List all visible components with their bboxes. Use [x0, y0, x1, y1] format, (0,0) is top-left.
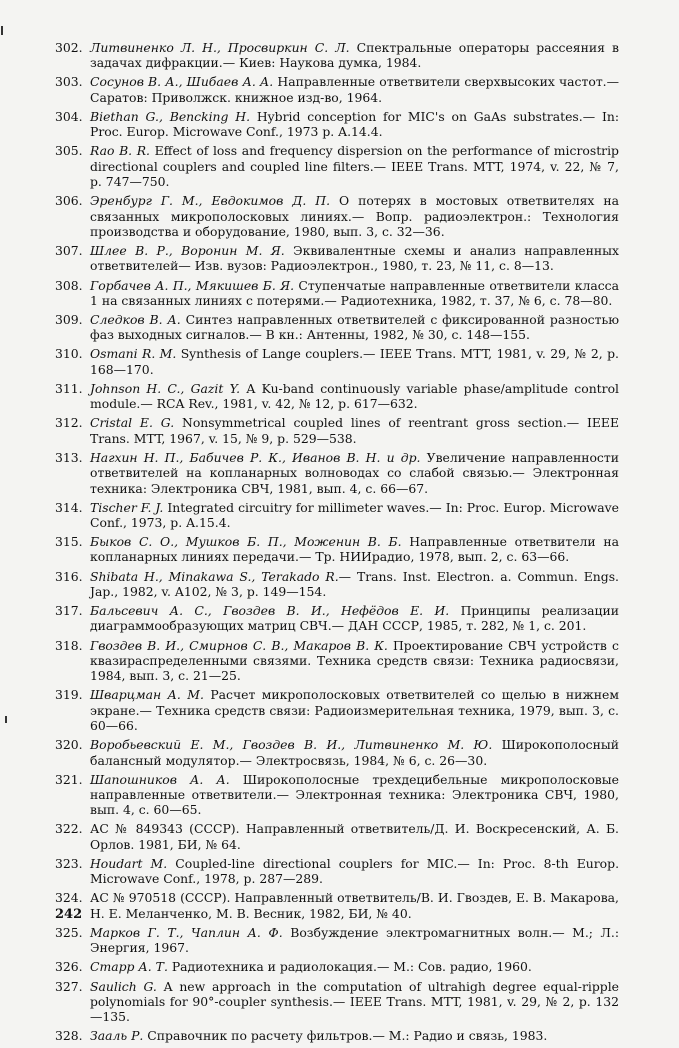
reference-entry [0, 450, 679, 496]
reference-number: 309. [55, 311, 83, 327]
reference-authors: Нагхин Н. П., Бабичев Р. К., Иванов В. Н. и др. [90, 449, 421, 465]
reference-entry [0, 312, 679, 343]
reference-entry [0, 821, 679, 852]
reference-number: 304. [55, 108, 83, 124]
reference-entry [0, 381, 679, 412]
reference-entry [0, 569, 679, 600]
reference-number: 306. [55, 193, 83, 209]
reference-entry [0, 979, 679, 1025]
reference-number: 319. [55, 687, 83, 703]
reference-text: Nonsymmetrical coupled lines of reentrant gross section.— IEEE Trans. MTT, 1967, v. 15, № 9, p. 529—538. [90, 415, 619, 446]
reference-text: О потерях в мостовых ответвителях на связанных микрополосковых линиях.— Вопр. радиоэлектрон.: Технология производства и оборудование, 1980, вып. 3, с. 32—36. [90, 193, 619, 239]
reference-authors: Литвиненко Л. Н., Просвиркин С. Л. [90, 40, 350, 55]
reference-number: 308. [55, 277, 83, 293]
reference-entry [0, 1028, 679, 1043]
reference-entry [0, 415, 679, 446]
reference-entry [0, 638, 679, 684]
reference-entry [0, 856, 679, 887]
reference-number: 317. [55, 603, 83, 619]
reference-authors: Cristal E. G. [90, 415, 175, 431]
reference-number: 318. [55, 637, 83, 653]
reference-text: Ступенчатые направленные ответвители класса 1 на связанных линиях с потерями.— Радиотехника, 1982, т. 37, № 6, с. 78—80. [90, 277, 619, 308]
reference-authors: Гвоздев В. И., Смирнов С. В., Макаров В. К. [90, 637, 388, 653]
reference-number: 321. [55, 771, 83, 787]
reference-authors: Бальсевич А. С., Гвоздев В. И., Нефёдов Е. И. [90, 603, 450, 619]
reference-authors: Эренбург Г. М., Евдокимов Д. П. [90, 193, 331, 209]
reference-entry [0, 109, 679, 140]
reference-authors: Rao B. R. [90, 143, 150, 159]
reference-text: Спектральные операторы рассеяния в задачах дифракции.— Киев: Наукова думка, 1984. [90, 40, 619, 71]
reference-entry [0, 243, 679, 274]
reference-text: АС № 970518 (СССР). Направленный ответвитель/В. И. Гвоздев, Е. В. Макарова, Н. Е. Меланченко, М. В. Весник, 1982, БИ, № 40. [90, 890, 619, 921]
reference-number: 313. [55, 449, 83, 465]
reference-authors: Быков С. О., Мушков Б. П., Моженин В. Б. [90, 534, 402, 550]
reference-authors: Saulich G. [90, 978, 157, 994]
reference-authors: Shibata H., Minakawa S., Terakado R. [90, 568, 339, 584]
reference-authors: Tischer F. J. [90, 499, 164, 515]
reference-entry [0, 74, 679, 105]
reference-text: АС № 849343 (СССР). Направленный ответвитель/Д. И. Воскресенский, А. Б. Орлов. 1981, БИ, № 64. [90, 821, 619, 852]
reference-number: 310. [55, 346, 83, 362]
reference-number: 320. [55, 737, 83, 753]
reference-text: Радиотехника и радиолокация.— М.: Сов. радио, 1960. [167, 959, 532, 975]
reference-number: 322. [55, 821, 83, 837]
reference-text: Принципы реализации диаграммообразующих матриц СВЧ.— ДАН СССР, 1985, т. 282, № 1, с. 201. [90, 603, 619, 634]
reference-number: 303. [55, 74, 83, 90]
reference-authors: Шапошников А. А. [90, 771, 230, 787]
reference-authors: Горбачев А. П., Мякишев Б. Я. [90, 277, 295, 293]
reference-authors: Сосунов В. А., Шибаев А. А. [90, 74, 274, 90]
reference-text: Расчет микрополосковых ответвителей со щелью в нижнем экране.— Техника средств связи: Радиоизмерительная техника, 1979, вып. 3, с. 60—66. [90, 687, 619, 734]
reference-entry [0, 603, 679, 634]
reference-number: 302. [55, 40, 83, 55]
reference-number: 324. [55, 890, 83, 906]
reference-text: Направленные ответвители на копланарных линиях передачи.— Тр. НИИрадио, 1978, вып. 2, с. 63—66. [90, 534, 619, 565]
reference-entry [0, 772, 679, 818]
reference-authors: Стapp А. Т. [90, 959, 168, 975]
reference-entry [0, 925, 679, 956]
reference-text: Справочник по расчету фильтров.— М.: Радио и связь, 1983. [143, 1028, 548, 1044]
reference-text: Направленные ответвители сверхвысоких частот.— Саратов: Приволжск. книжное изд-во, 1964. [90, 74, 619, 105]
reference-text: Integrated circuitry for millimeter waves.— In: Proc. Europ. Microwave Conf., 1973, p. A.15.4. [90, 499, 619, 530]
reference-text: Эквивалентные схемы и анализ направленных ответвителей— Изв. вузов: Радиоэлектрон., 1980, т. 23, № 11, с. 8—13. [90, 243, 620, 274]
reference-entry [0, 534, 679, 565]
reference-authors: Osmani R. M. [90, 346, 177, 362]
page-number: 242 [55, 907, 83, 922]
reference-number: 327. [55, 978, 83, 994]
reference-number: 325. [55, 924, 83, 940]
reference-authors: Johnson H. C., Gazit Y. [90, 380, 241, 396]
reference-entry [0, 346, 679, 377]
reference-authors: Зааль Р. [90, 1028, 144, 1044]
reference-authors: Houdart M. [90, 855, 168, 871]
reference-number: 326. [55, 959, 83, 975]
reference-text: Синтез направленных ответвителей с фиксированной разностью фаз выходных сигналов.— В кн.: Антенны, 1982, № 30, с. 148—155. [90, 311, 620, 343]
reference-number: 323. [55, 855, 83, 871]
reference-entry [0, 890, 679, 921]
reference-text: Hybrid conception for MIC's on GaAs substrates.— In: Proc. Europ. Microwave Conf., 1973 p. A.14.4. [90, 108, 619, 140]
reference-entry [0, 278, 679, 309]
reference-text: Effect of loss and frequency dispersion on the performance of microstrip directional couplers and coupled line filters.— IEEE Trans. MTT, 1974, v. 22, № 7, p. 747—750. [90, 143, 619, 190]
reference-authors: Шлее В. Р., Воронин М. Я. [90, 243, 285, 259]
reference-list [0, 40, 679, 1048]
reference-entry [0, 737, 679, 768]
reference-entry [0, 40, 679, 71]
reference-authors: Biethan G., Bencking H. [90, 108, 251, 124]
reference-text: Возбуждение электромагнитных волн.— М.; Л.: Энергия, 1967. [90, 924, 619, 956]
reference-authors: Марков Г. Т., Чаплин А. Ф. [90, 924, 283, 940]
reference-number: 315. [55, 534, 83, 550]
reference-entry [0, 143, 679, 189]
reference-entry [0, 500, 679, 531]
reference-number: 307. [55, 243, 83, 259]
reference-entry [0, 687, 679, 733]
reference-text: Проектирование СВЧ устройств с квазираспределенными связями. Техника средств связи: Техника радиосвязи, 1984, вып. 3, с. 21—25. [90, 637, 619, 684]
reference-number: 314. [55, 499, 83, 515]
reference-text: Увеличение направленности ответвителей на копланарных волноводах со слабой связью.— Электронная техника: Электроника СВЧ, 1981, вып. 4, с. 66—67. [90, 449, 619, 496]
scan-mark [1, 26, 3, 35]
reference-authors: Воробьевский Е. М., Гвоздев В. И., Литвиненко М. Ю. [90, 737, 493, 753]
reference-entry [0, 959, 679, 974]
reference-number: 316. [55, 568, 83, 584]
reference-text: A Ku-band continuously variable phase/amplitude control module.— RCA Rev., 1981, v. 42, № 12, p. 617—632. [90, 380, 619, 412]
reference-text: Synthesis of Lange couplers.— IEEE Trans. MTT, 1981, v. 29, № 2, p. 168—170. [90, 346, 619, 377]
reference-text: Широкополосные трехдецибельные микрополосковые направленные ответвители.— Электронная техника: Электроника СВЧ, 1980, вып. 4, с. 60—65. [90, 771, 619, 818]
reference-text: A new approach in the computation of ultrahigh degree equal-ripple polynomials for 90°-coupler synthesis.— IEEE Trans. MTT, 1981, v. 29, № 2, p. 132—135. [90, 978, 619, 1025]
reference-text: — Trans. Inst. Electron. a. Commun. Engs. Jap., 1982, v. A102, № 3, p. 149—154. [90, 568, 619, 599]
reference-entry [0, 193, 679, 239]
reference-text: Coupled-line directional couplers for MIC.— In: Proc. 8-th Europ. Microwave Conf., 1978, p. 287—289. [90, 855, 620, 887]
reference-text: Широкополосный балансный модулятор.— Электросвязь, 1984, № 6, с. 26—30. [90, 737, 619, 768]
reference-authors: Следков В. А. [90, 311, 181, 327]
reference-authors: Шварцман А. М. [90, 687, 204, 703]
reference-number: 305. [55, 143, 83, 159]
reference-number: 312. [55, 415, 83, 431]
reference-number: 328. [55, 1028, 83, 1044]
reference-number: 311. [55, 380, 83, 396]
